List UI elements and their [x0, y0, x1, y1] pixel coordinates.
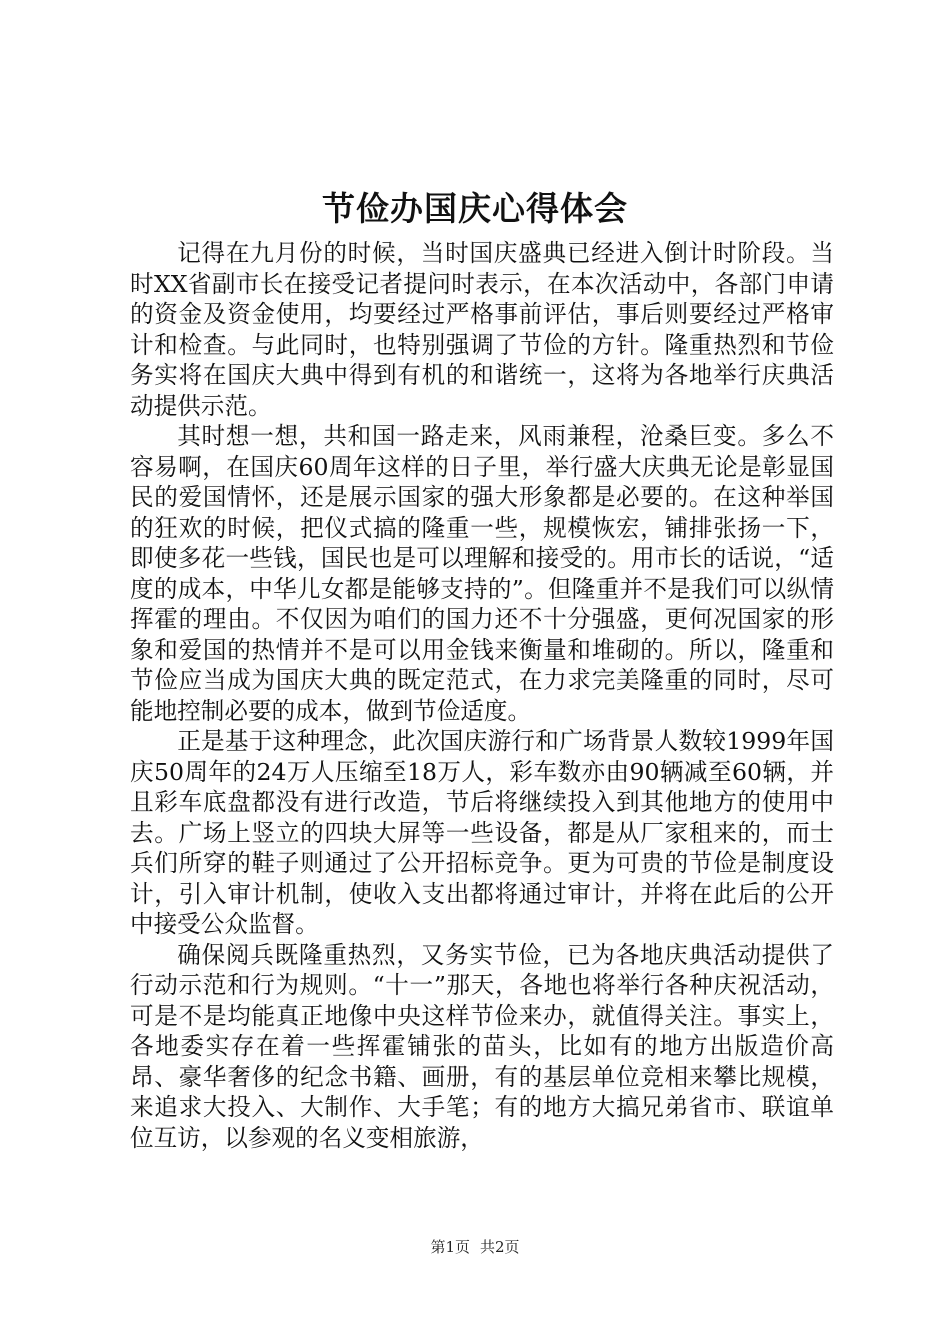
paragraph: 其时想一想，共和国一路走来，风雨兼程，沧桑巨变。多么不容易啊，在国庆60周年这样的日子里，举行盛大庆典无论是彰显国民的爱国情怀，还是展示国家的强大形象都是必要的。在这种举国的狂欢的时候，把仪式搞的隆重一些，规模恢宏，铺排张扬一下，即使多花一些钱，国民也是可以理解和接受的。用市长的话说，“适度的成本，中华儿女都是能够支持的”。但隆重并不是我们可以纵情挥霍的理由。不仅因为咱们的国力还不十分强盛，更何况国家的形象和爱国的热情并不是可以用金钱来衡量和堆砌的。所以，隆重和节俭应当成为国庆大典的既定范式，在力求完美隆重的同时，尽可能地控制必要的成本，做到节俭适度。	[130, 422, 834, 725]
paragraph: 确保阅兵既隆重热烈，又务实节俭，已为各地庆典活动提供了行动示范和行为规则。“十一”那天，各地也将举行各种庆祝活动，可是不是均能真正地像中央这样节俭来办，就值得关注。事实上，各地委实存在着一些挥霍铺张的苗头，比如有的地方出版造价高昂、豪华奢侈的纪念书籍、画册，有的基层单位竞相来攀比规模，来追求大投入、大制作、大手笔；有的地方大搞兄弟省市、联谊单位互访，以参观的名义变相旅游，	[130, 940, 834, 1152]
document-body	[130, 238, 834, 1153]
paragraph: 正是基于这种理念，此次国庆游行和广场背景人数较1999年国庆50周年的24万人压缩至18万人，彩车数亦由90辆减至60辆，并且彩车底盘都没有进行改造，节后将继续投入到其他地方的使用中去。广场上竖立的四块大屏等一些设备，都是从厂家租来的，而士兵们所穿的鞋子则通过了公开招标竞争。更为可贵的节俭是制度设计，引入审计机制，使收入支出都将通过审计，并将在此后的公开中接受公众监督。	[130, 727, 834, 938]
document-title: 节俭办国庆心得体会	[322, 189, 628, 228]
page-number: 第1页	[430, 1238, 470, 1256]
page-total: 共2页	[480, 1238, 520, 1256]
paragraph: 记得在九月份的时候，当时国庆盛典已经进入倒计时阶段。当时XX省副市长在接受记者提问时表示，在本次活动中，各部门申请的资金及资金使用，均要经过严格事前评估，事后则要经过严格审计和检查。与此同时，也特别强调了节俭的方针。隆重热烈和节俭务实将在国庆大典中得到有机的和谐统一，这将为各地举行庆典活动提供示范。	[130, 239, 834, 420]
page-footer	[0, 1237, 950, 1257]
